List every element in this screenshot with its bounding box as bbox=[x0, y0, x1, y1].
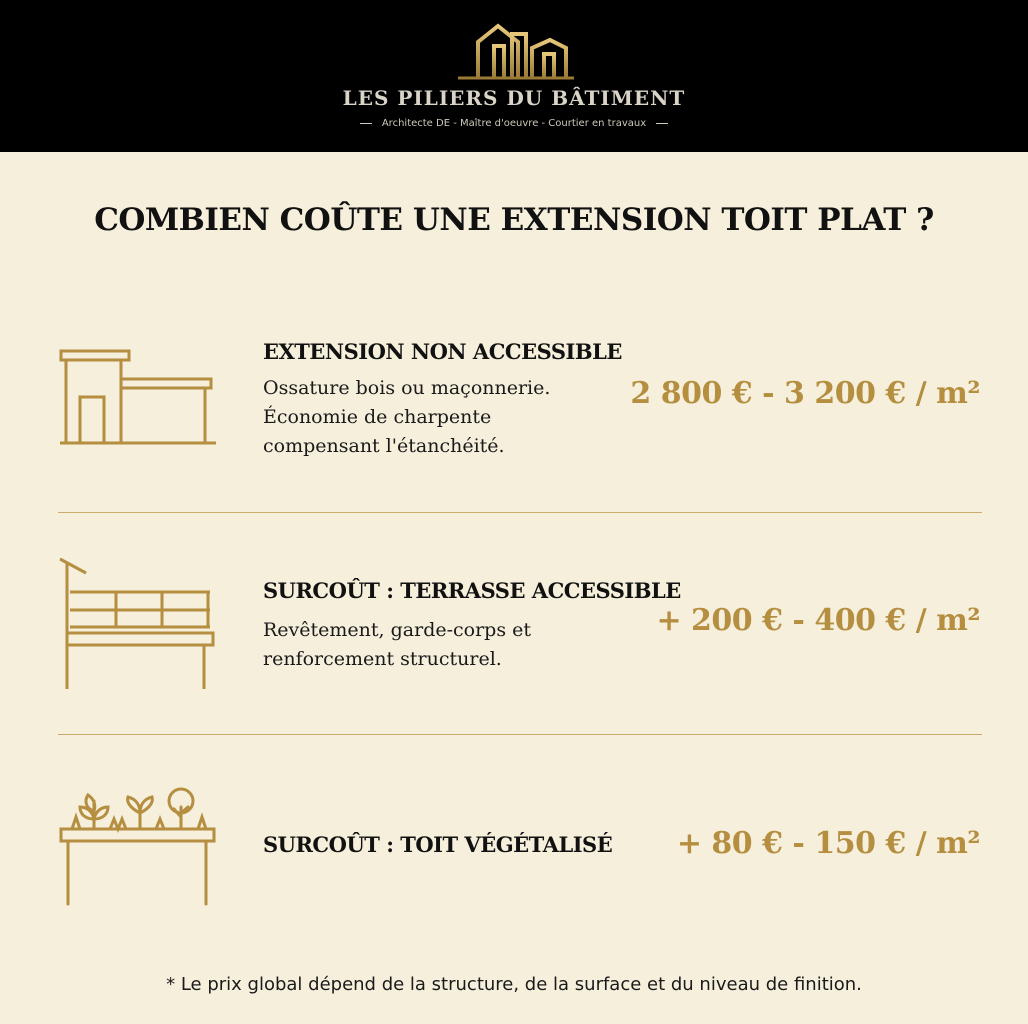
tagline-dash-right bbox=[656, 123, 668, 124]
row-price-green-roof: + 80 € - 150 € / m² bbox=[676, 826, 980, 861]
footnote: * Le prix global dépend de la structure, de la surface et du niveau de finition. bbox=[166, 974, 862, 995]
brand-tagline bbox=[0, 118, 1028, 129]
row-description-terrace: Revêtement, garde-corps et renforcement structurel. bbox=[263, 619, 532, 670]
brand-name: LES PILIERS DU BÂTIMENT bbox=[342, 86, 686, 110]
building-skyline-logo-icon bbox=[454, 12, 578, 82]
row-title-terrace: SURCOÛT : TERRASSE ACCESSIBLE bbox=[263, 578, 681, 603]
divider bbox=[58, 512, 982, 513]
row-price-terrace: + 200 € - 400 € / m² bbox=[656, 603, 980, 638]
row-title-extension: EXTENSION NON ACCESSIBLE bbox=[263, 339, 622, 364]
green-roof-icon bbox=[58, 783, 218, 908]
tagline-dash-left bbox=[360, 123, 372, 124]
brand-tagline-text: Architecte DE - Maître d'oeuvre - Courtier en travaux bbox=[381, 118, 647, 129]
brand-header bbox=[0, 0, 1028, 152]
accessible-terrace-icon bbox=[58, 555, 218, 693]
flat-roof-extension-icon bbox=[58, 345, 218, 450]
row-price-extension: 2 800 € - 3 200 € / m² bbox=[630, 376, 980, 411]
page-title: COMBIEN COÛTE UNE EXTENSION TOIT PLAT ? bbox=[94, 202, 934, 238]
row-description-extension: Ossature bois ou maçonnerie. Économie de charpente compensant l'étanchéité. bbox=[263, 377, 551, 457]
row-title-green-roof: SURCOÛT : TOIT VÉGÉTALISÉ bbox=[263, 832, 613, 857]
divider bbox=[58, 734, 982, 735]
